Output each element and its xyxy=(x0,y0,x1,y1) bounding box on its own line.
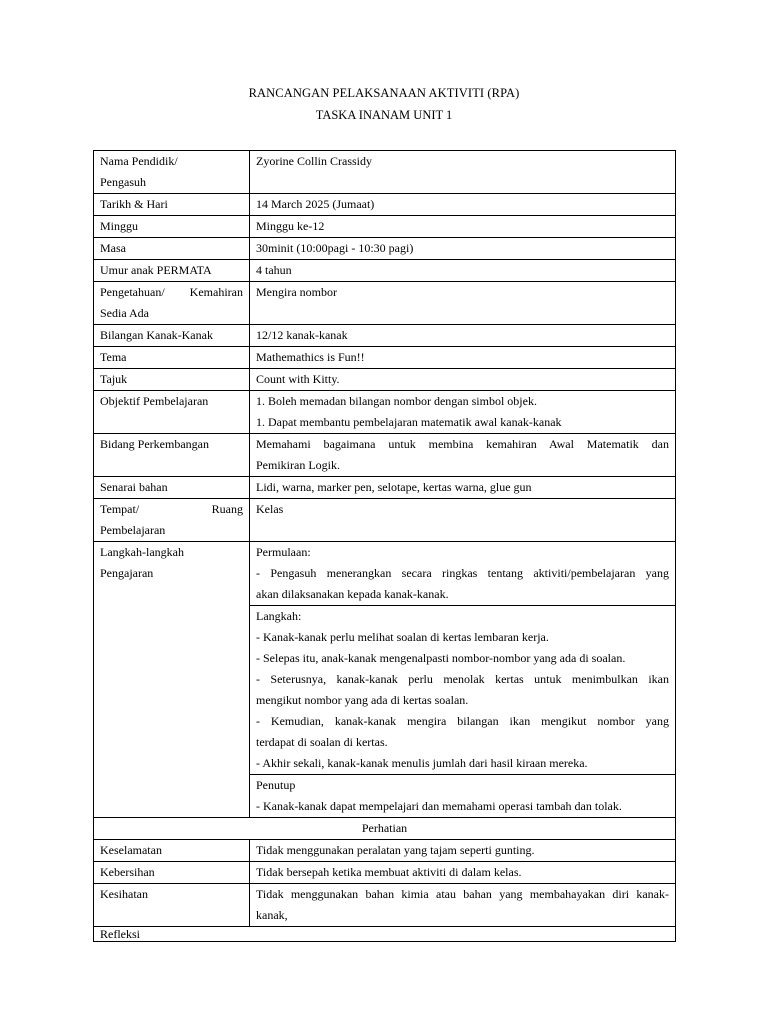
kebersihan-value: Tidak bersepah ketika membuat aktiviti di dalam kelas. xyxy=(250,862,676,884)
table-row xyxy=(94,238,676,260)
table-row xyxy=(94,818,676,840)
table-row xyxy=(94,862,676,884)
objektif-label: Objektif Pembelajaran xyxy=(94,391,250,434)
table-row xyxy=(94,542,676,606)
kesihatan-value: Tidak menggunakan bahan kimia atau bahan yang membahayakan diri kanak- kanak, xyxy=(250,884,676,927)
permulaan-section: Permulaan: - Pengasuh menerangkan secara ringkas tentang aktiviti/pembelajaran yang akan dilaksanakan kepada kanak-kanak. xyxy=(250,542,676,606)
document-subtitle: TASKA INANAM UNIT 1 xyxy=(315,108,453,122)
pengetahuan-value: Mengira nombor xyxy=(250,282,676,325)
umur-label: Umur anak PERMATA xyxy=(94,260,250,282)
bidang-value: Memahami bagaimana untuk membina kemahiran Awal Matematik dan Pemikiran Logik. xyxy=(250,434,676,477)
table-row xyxy=(94,325,676,347)
keselamatan-value: Tidak menggunakan peralatan yang tajam seperti gunting. xyxy=(250,840,676,862)
tajuk-label: Tajuk xyxy=(94,369,250,391)
tarikh-label: Tarikh & Hari xyxy=(94,194,250,216)
tarikh-value: 14 March 2025 (Jumaat) xyxy=(250,194,676,216)
masa-value: 30minit (10:00pagi - 10:30 pagi) xyxy=(250,238,676,260)
langkah-section: Langkah: - Kanak-kanak perlu melihat soalan di kertas lembaran kerja. - Selepas itu, anak-kanak mengenalpasti nombor-nombor yang ada di soalan. - Seterusnya, kanak-kanak perlu menolak kertas untuk menimbulkan ikan mengikut nombor yang ada di kertas soalan. - Kemudian, kanak-kanak mengira bilangan ikan mengikut nombor yang terdapat di soalan di kertas. - Akhir sekali, kanak-kanak menulis jumlah dari hasil kiraan mereka. xyxy=(250,606,676,775)
document-title: RANCANGAN PELAKSANAAN AKTIVITI (RPA) xyxy=(248,86,520,100)
table-row xyxy=(94,927,676,942)
refleksi-label: Refleksi xyxy=(94,927,676,942)
senarai-value: Lidi, warna, marker pen, selotape, kertas warna, glue gun xyxy=(250,477,676,499)
table-row xyxy=(94,840,676,862)
table-row xyxy=(94,369,676,391)
kebersihan-label: Kebersihan xyxy=(94,862,250,884)
rpa-table xyxy=(93,150,676,942)
tempat-value: Kelas xyxy=(250,499,676,542)
masa-label: Masa xyxy=(94,238,250,260)
minggu-label: Minggu xyxy=(94,216,250,238)
kesihatan-label: Kesihatan xyxy=(94,884,250,927)
table-row xyxy=(94,260,676,282)
tempat-label: Tempat/ Ruang Pembelajaran xyxy=(94,499,250,542)
bilangan-label: Bilangan Kanak-Kanak xyxy=(94,325,250,347)
table-row xyxy=(94,391,676,434)
tajuk-value: Count with Kitty. xyxy=(250,369,676,391)
umur-value: 4 tahun xyxy=(250,260,676,282)
objektif-value: 1. Boleh memadan bilangan nombor dengan simbol objek. 1. Dapat membantu pembelajaran matematik awal kanak-kanak xyxy=(250,391,676,434)
table-row xyxy=(94,477,676,499)
table-row xyxy=(94,347,676,369)
table-row xyxy=(94,282,676,325)
table-row xyxy=(94,499,676,542)
keselamatan-label: Keselamatan xyxy=(94,840,250,862)
table-row xyxy=(94,216,676,238)
nama-value: Zyorine Collin Crassidy xyxy=(250,151,676,194)
minggu-value: Minggu ke-12 xyxy=(250,216,676,238)
pengetahuan-label: Pengetahuan/ Kemahiran Sedia Ada xyxy=(94,282,250,325)
table-row xyxy=(94,151,676,194)
langkah-label: Langkah-langkah Pengajaran xyxy=(94,542,250,818)
tema-label: Tema xyxy=(94,347,250,369)
table-row xyxy=(94,434,676,477)
bidang-label: Bidang Perkembangan xyxy=(94,434,250,477)
nama-label: Nama Pendidik/ Pengasuh xyxy=(94,151,250,194)
table-row xyxy=(94,884,676,927)
perhatian-heading: Perhatian xyxy=(94,818,676,840)
bilangan-value: 12/12 kanak-kanak xyxy=(250,325,676,347)
tema-value: Mathemathics is Fun!! xyxy=(250,347,676,369)
senarai-label: Senarai bahan xyxy=(94,477,250,499)
table-row xyxy=(94,194,676,216)
penutup-section: Penutup - Kanak-kanak dapat mempelajari dan memahami operasi tambah dan tolak. xyxy=(250,775,676,818)
